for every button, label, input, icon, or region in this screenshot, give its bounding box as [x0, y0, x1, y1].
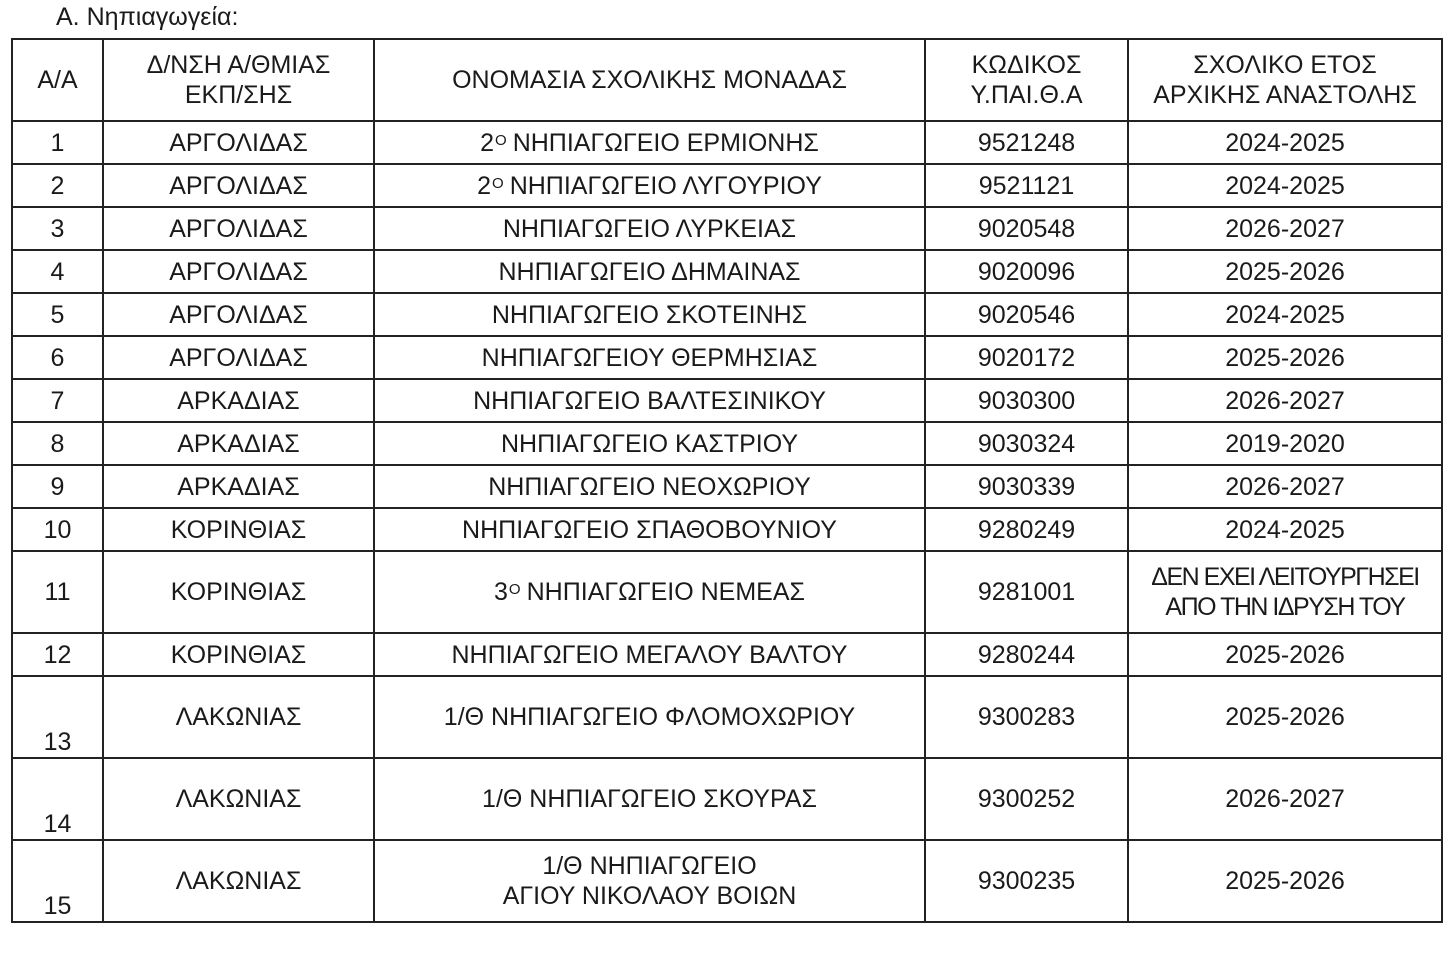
cell-directorate: ΑΡΓΟΛΙΔΑΣ — [103, 121, 374, 164]
cell-school-name: $2^O$ ΝΗΠΙΑΓΩΓΕΙΟ ΕΡΜΙΟΝΗΣ — [374, 121, 925, 164]
table-row — [12, 758, 1442, 840]
cell-school-name: ΝΗΠΙΑΓΩΓΕΙΟ ΛΥΡΚΕΙΑΣ — [374, 207, 925, 250]
cell-year: 2025-2026 — [1128, 336, 1442, 379]
cell-code: 9521121 — [925, 164, 1128, 207]
cell-directorate: ΑΡΚΑΔΙΑΣ — [103, 379, 374, 422]
cell-directorate: ΑΡΓΟΛΙΔΑΣ — [103, 207, 374, 250]
cell-year: 2024-2025 — [1128, 508, 1442, 551]
cell-code: 9030339 — [925, 465, 1128, 508]
cell-code: 9020172 — [925, 336, 1128, 379]
header-school-name: ΟΝΟΜΑΣΙΑ ΣΧΟΛΙΚΗΣ ΜΟΝΑΔΑΣ — [374, 39, 925, 121]
cell-year: 2026-2027 — [1128, 379, 1442, 422]
table-row — [12, 121, 1442, 164]
cell-year: 2026-2027 — [1128, 465, 1442, 508]
table-row — [12, 633, 1442, 676]
cell-code: 9280244 — [925, 633, 1128, 676]
cell-aa: 10 — [12, 508, 103, 551]
cell-directorate: ΚΟΡΙΝΘΙΑΣ — [103, 551, 374, 633]
cell-school-name: ΝΗΠΙΑΓΩΓΕΙΟ ΣΠΑΘΟΒΟΥΝΙΟΥ — [374, 508, 925, 551]
cell-code: 9300283 — [925, 676, 1128, 758]
section-title: Α. Νηπιαγωγεία: — [56, 3, 239, 31]
cell-directorate: ΑΡΚΑΔΙΑΣ — [103, 465, 374, 508]
cell-directorate: ΛΑΚΩΝΙΑΣ — [103, 676, 374, 758]
cell-aa: 2 — [12, 164, 103, 207]
cell-directorate: ΑΡΓΟΛΙΔΑΣ — [103, 293, 374, 336]
cell-directorate: ΚΟΡΙΝΘΙΑΣ — [103, 633, 374, 676]
cell-directorate: ΚΟΡΙΝΘΙΑΣ — [103, 508, 374, 551]
cell-school-name: ΝΗΠΙΑΓΩΓΕΙΟ ΜΕΓΑΛΟΥ ΒΑΛΤΟΥ — [374, 633, 925, 676]
table-row — [12, 379, 1442, 422]
table-row — [12, 207, 1442, 250]
cell-aa: 14 — [12, 758, 103, 840]
cell-code: 9020548 — [925, 207, 1128, 250]
header-aa: Α/Α — [12, 39, 103, 121]
cell-aa: 8 — [12, 422, 103, 465]
cell-school-name: ΝΗΠΙΑΓΩΓΕΙΟ ΚΑΣΤΡΙΟΥ — [374, 422, 925, 465]
table-row — [12, 336, 1442, 379]
cell-code: 9280249 — [925, 508, 1128, 551]
header-suspension-year: ΣΧΟΛΙΚΟ ΕΤΟΣ ΑΡΧΙΚΗΣ ΑΝΑΣΤΟΛΗΣ — [1128, 39, 1442, 121]
cell-aa: 4 — [12, 250, 103, 293]
cell-aa: 9 — [12, 465, 103, 508]
table-row — [12, 465, 1442, 508]
cell-school-name: 1/Θ ΝΗΠΙΑΓΩΓΕΙΟ ΦΛΟΜΟΧΩΡΙΟΥ — [374, 676, 925, 758]
cell-directorate: ΛΑΚΩΝΙΑΣ — [103, 840, 374, 922]
table-row — [12, 508, 1442, 551]
cell-aa: 3 — [12, 207, 103, 250]
cell-school-name: ΝΗΠΙΑΓΩΓΕΙΟ ΔΗΜΑΙΝΑΣ — [374, 250, 925, 293]
cell-year: 2024-2025 — [1128, 121, 1442, 164]
cell-school-name: 1/Θ ΝΗΠΙΑΓΩΓΕΙΟ ΣΚΟΥΡΑΣ — [374, 758, 925, 840]
cell-year: 2025-2026 — [1128, 633, 1442, 676]
cell-year: ΔΕΝ ΕΧΕΙ ΛΕΙΤΟΥΡΓΗΣΕΙ ΑΠΟ ΤΗΝ ΙΔΡΥΣΗ ΤΟΥ — [1128, 551, 1442, 633]
table-row — [12, 250, 1442, 293]
cell-code: 9030300 — [925, 379, 1128, 422]
cell-code: 9020096 — [925, 250, 1128, 293]
cell-aa: 1 — [12, 121, 103, 164]
kindergartens-table — [11, 38, 1443, 923]
cell-aa: 12 — [12, 633, 103, 676]
table-row — [12, 676, 1442, 758]
cell-aa: 13 — [12, 676, 103, 758]
cell-code: 9300235 — [925, 840, 1128, 922]
cell-school-name: $2^O$ ΝΗΠΙΑΓΩΓΕΙΟ ΛΥΓΟΥΡΙΟΥ — [374, 164, 925, 207]
cell-school-name: ΝΗΠΙΑΓΩΓΕΙΟ ΝΕΟΧΩΡΙΟΥ — [374, 465, 925, 508]
table-row — [12, 293, 1442, 336]
cell-year: 2026-2027 — [1128, 207, 1442, 250]
cell-aa: 7 — [12, 379, 103, 422]
cell-year: 2019-2020 — [1128, 422, 1442, 465]
cell-year: 2025-2026 — [1128, 676, 1442, 758]
cell-code: 9030324 — [925, 422, 1128, 465]
cell-code: 9281001 — [925, 551, 1128, 633]
cell-year: 2025-2026 — [1128, 840, 1442, 922]
cell-code: 9300252 — [925, 758, 1128, 840]
cell-school-name: ΝΗΠΙΑΓΩΓΕΙΟΥ ΘΕΡΜΗΣΙΑΣ — [374, 336, 925, 379]
header-directorate: Δ/ΝΣΗ Α/ΘΜΙΑΣ ΕΚΠ/ΣΗΣ — [103, 39, 374, 121]
header-code: ΚΩΔΙΚΟΣ Υ.ΠΑΙ.Θ.Α — [925, 39, 1128, 121]
cell-directorate: ΑΡΓΟΛΙΔΑΣ — [103, 250, 374, 293]
table-row — [12, 840, 1442, 922]
cell-school-name: 1/Θ ΝΗΠΙΑΓΩΓΕΙΟ ΑΓΙΟΥ ΝΙΚΟΛΑΟΥ ΒΟΙΩΝ — [374, 840, 925, 922]
cell-aa: 15 — [12, 840, 103, 922]
cell-directorate: ΛΑΚΩΝΙΑΣ — [103, 758, 374, 840]
table-row — [12, 551, 1442, 633]
cell-school-name: $3^O$ ΝΗΠΙΑΓΩΓΕΙΟ ΝΕΜΕΑΣ — [374, 551, 925, 633]
cell-directorate: ΑΡΓΟΛΙΔΑΣ — [103, 164, 374, 207]
table-header-row — [12, 39, 1442, 121]
cell-aa: 11 — [12, 551, 103, 633]
cell-code: 9020546 — [925, 293, 1128, 336]
cell-directorate: ΑΡΓΟΛΙΔΑΣ — [103, 336, 374, 379]
table-row — [12, 164, 1442, 207]
cell-school-name: ΝΗΠΙΑΓΩΓΕΙΟ ΒΑΛΤΕΣΙΝΙΚΟΥ — [374, 379, 925, 422]
cell-year: 2025-2026 — [1128, 250, 1442, 293]
cell-aa: 6 — [12, 336, 103, 379]
cell-year: 2024-2025 — [1128, 293, 1442, 336]
cell-aa: 5 — [12, 293, 103, 336]
cell-school-name: ΝΗΠΙΑΓΩΓΕΙΟ ΣΚΟΤΕΙΝΗΣ — [374, 293, 925, 336]
cell-directorate: ΑΡΚΑΔΙΑΣ — [103, 422, 374, 465]
table-row — [12, 422, 1442, 465]
cell-year: 2024-2025 — [1128, 164, 1442, 207]
cell-code: 9521248 — [925, 121, 1128, 164]
cell-year: 2026-2027 — [1128, 758, 1442, 840]
